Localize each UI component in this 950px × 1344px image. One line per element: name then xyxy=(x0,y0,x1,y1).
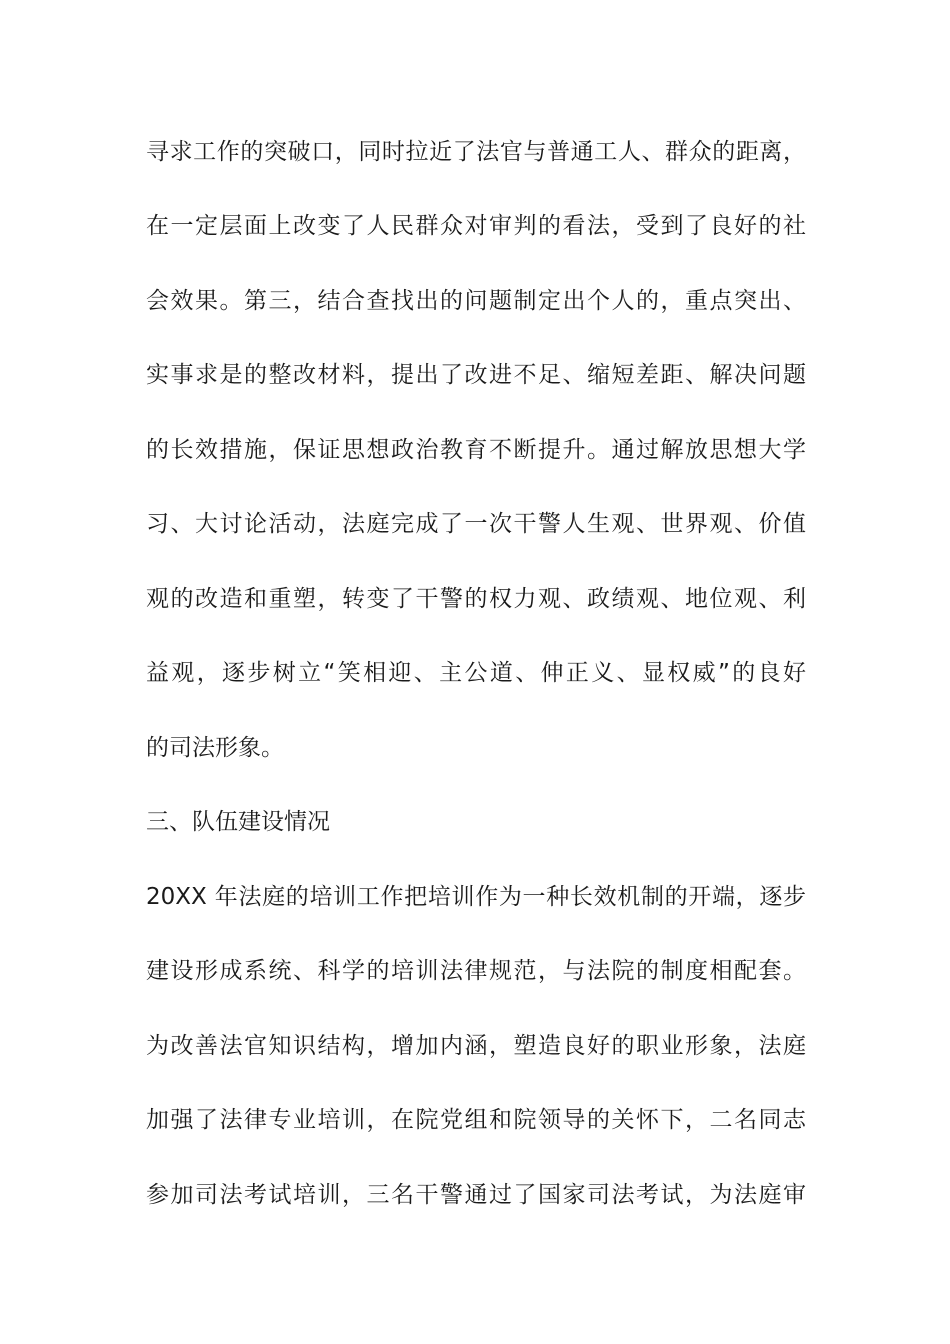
body-text-line: 实事求是的整改材料，提出了改进不足、缩短差距、解决问题 xyxy=(146,362,806,388)
body-text-line: 建设形成系统、科学的培训法律规范，与法院的制度相配套。 xyxy=(146,958,806,984)
body-text-line: 的长效措施，保证思想政治教育不断提升。通过解放思想大学 xyxy=(146,437,806,463)
body-text-line: 会效果。第三，结合查找出的问题制定出个人的，重点突出、 xyxy=(146,288,806,314)
body-text-line: 参加司法考试培训，三名干警通过了国家司法考试，为法庭审 xyxy=(146,1182,806,1208)
body-text-line: 寻求工作的突破口，同时拉近了法官与普通工人、群众的距离， xyxy=(146,139,806,165)
body-text-line: 益观，逐步树立“笑相迎、主公道、伸正义、显权威”的良好 xyxy=(146,660,806,686)
body-text-line: 在一定层面上改变了人民群众对审判的看法，受到了良好的社 xyxy=(146,213,806,239)
body-text-line: 观的改造和重塑，转变了干警的权力观、政绩观、地位观、利 xyxy=(146,586,806,612)
body-text-line: 习、大讨论活动，法庭完成了一次干警人生观、世界观、价值 xyxy=(146,511,806,537)
body-text-line: 为改善法官知识结构，增加内涵，塑造良好的职业形象，法庭 xyxy=(146,1033,806,1059)
body-text-line: 20XX 年法庭的培训工作把培训作为一种长效机制的开端，逐步 xyxy=(146,884,806,910)
section-heading: 三、队伍建设情况 xyxy=(146,809,330,835)
body-text-line: 加强了法律专业培训，在院党组和院领导的关怀下，二名同志 xyxy=(146,1107,806,1133)
body-text-line: 的司法形象。 xyxy=(146,735,284,761)
